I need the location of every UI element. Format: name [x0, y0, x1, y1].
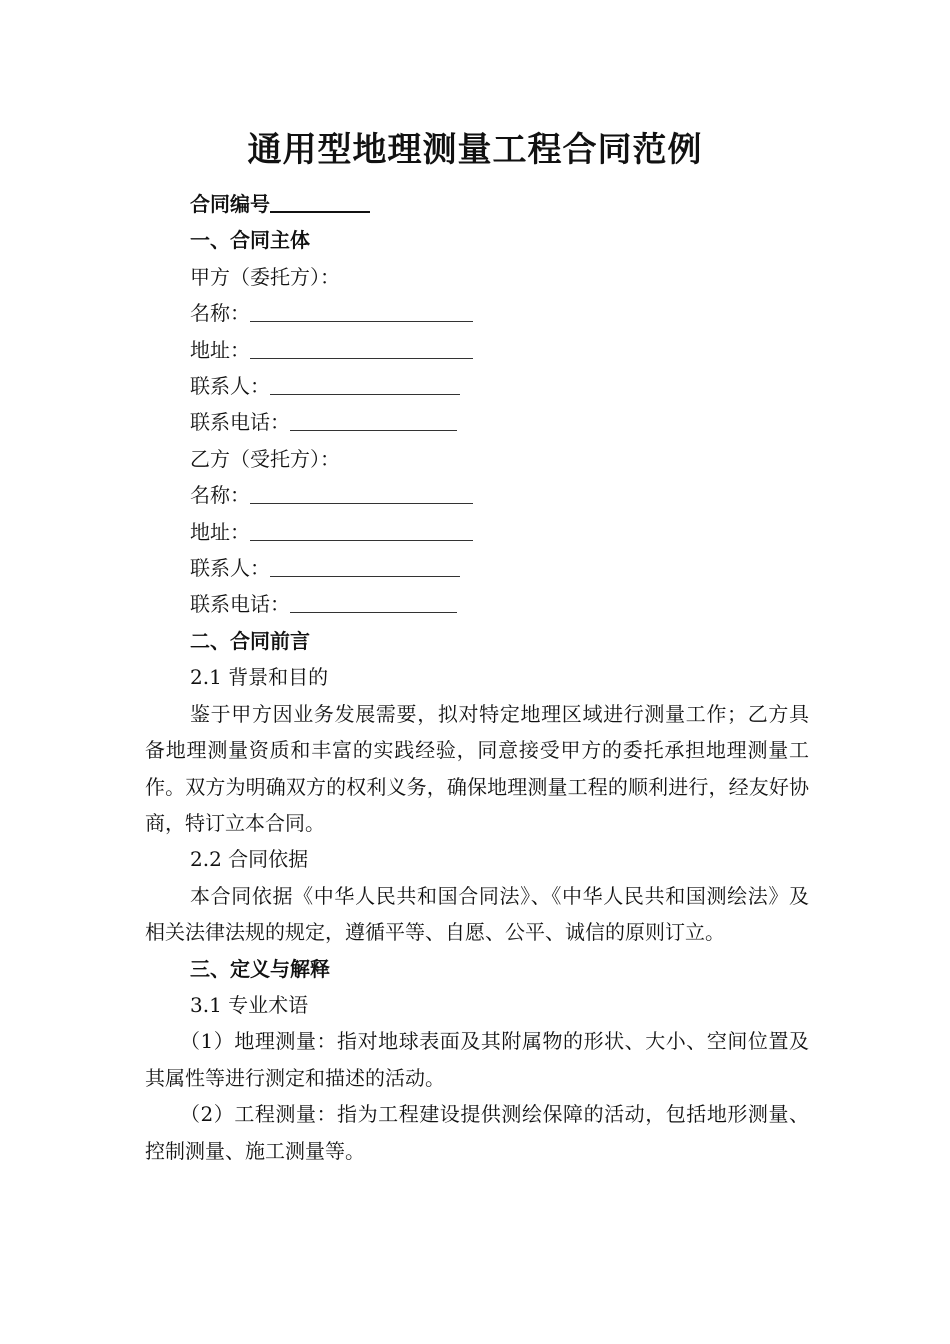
- party-b-phone-blank: [290, 592, 457, 613]
- document-body: [145, 186, 809, 1169]
- term-1-paragraph: （1）地理测量：指对地球表面及其附属物的形状、大小、空间位置及其属性等进行测定和描述的活动。: [145, 1029, 809, 1090]
- party-b-name-label: 名称：: [190, 483, 250, 508]
- party-b-contact-blank: [270, 556, 460, 577]
- party-b-phone-line: [145, 586, 809, 622]
- party-b-address-line: [145, 514, 809, 550]
- party-a-name-blank: [250, 301, 473, 322]
- contract-number-line: [145, 186, 809, 222]
- term-2-paragraph: （2）工程测量：指为工程建设提供测绘保障的活动，包括地形测量、控制测量、施工测量等。: [145, 1102, 809, 1163]
- section2-2-paragraph: 本合同依据《中华人民共和国合同法》、《中华人民共和国测绘法》及相关法律法规的规定，遵循平等、自愿、公平、诚信的原则订立。: [145, 883, 809, 945]
- party-b-address-label: 地址：: [190, 519, 250, 544]
- party-b-name-line: [145, 477, 809, 513]
- section3-heading: 三、定义与解释: [190, 956, 330, 981]
- party-a-contact-line: [145, 368, 809, 404]
- section2-2-title: 2.2 合同依据: [190, 847, 309, 872]
- party-a-phone-blank: [290, 410, 457, 431]
- section3-1-title: 3.1 专业术语: [190, 992, 309, 1017]
- party-a-contact-label: 联系人：: [190, 374, 270, 399]
- contract-number-blank: [270, 189, 370, 213]
- party-b-name-blank: [250, 483, 473, 504]
- document-title: 通用型地理测量工程合同范例: [247, 130, 703, 170]
- section2-1-title: 2.1 背景和目的: [190, 665, 329, 690]
- party-a-address-blank: [250, 338, 473, 359]
- section1-heading: 一、合同主体: [190, 228, 310, 253]
- party-b-contact-label: 联系人：: [190, 556, 270, 581]
- party-a-name-line: [145, 295, 809, 331]
- party-b-phone-label: 联系电话：: [190, 592, 290, 617]
- party-a-contact-blank: [270, 374, 460, 395]
- party-a-address-line: [145, 332, 809, 368]
- party-b-contact-line: [145, 550, 809, 586]
- contract-number-label: 合同编号: [190, 192, 270, 216]
- section2-1-paragraph: 鉴于甲方因业务发展需要，拟对特定地理区域进行测量工作；乙方具备地理测量资质和丰富的实践经验，同意接受甲方的委托承担地理测量工作。双方为明确双方的权利义务，确保地理测量工程的顺利进行，经友好协商，特订立本合同。: [145, 701, 809, 835]
- party-a-phone-label: 联系电话：: [190, 410, 290, 435]
- party-a-name-label: 名称：: [190, 301, 250, 326]
- party-b-address-blank: [250, 520, 473, 541]
- party-a-phone-line: [145, 404, 809, 440]
- party-a-address-label: 地址：: [190, 337, 250, 362]
- party-a-label: 甲方（委托方）：: [190, 264, 340, 289]
- party-b-label: 乙方（受托方）：: [190, 446, 340, 471]
- section2-heading: 二、合同前言: [190, 628, 310, 653]
